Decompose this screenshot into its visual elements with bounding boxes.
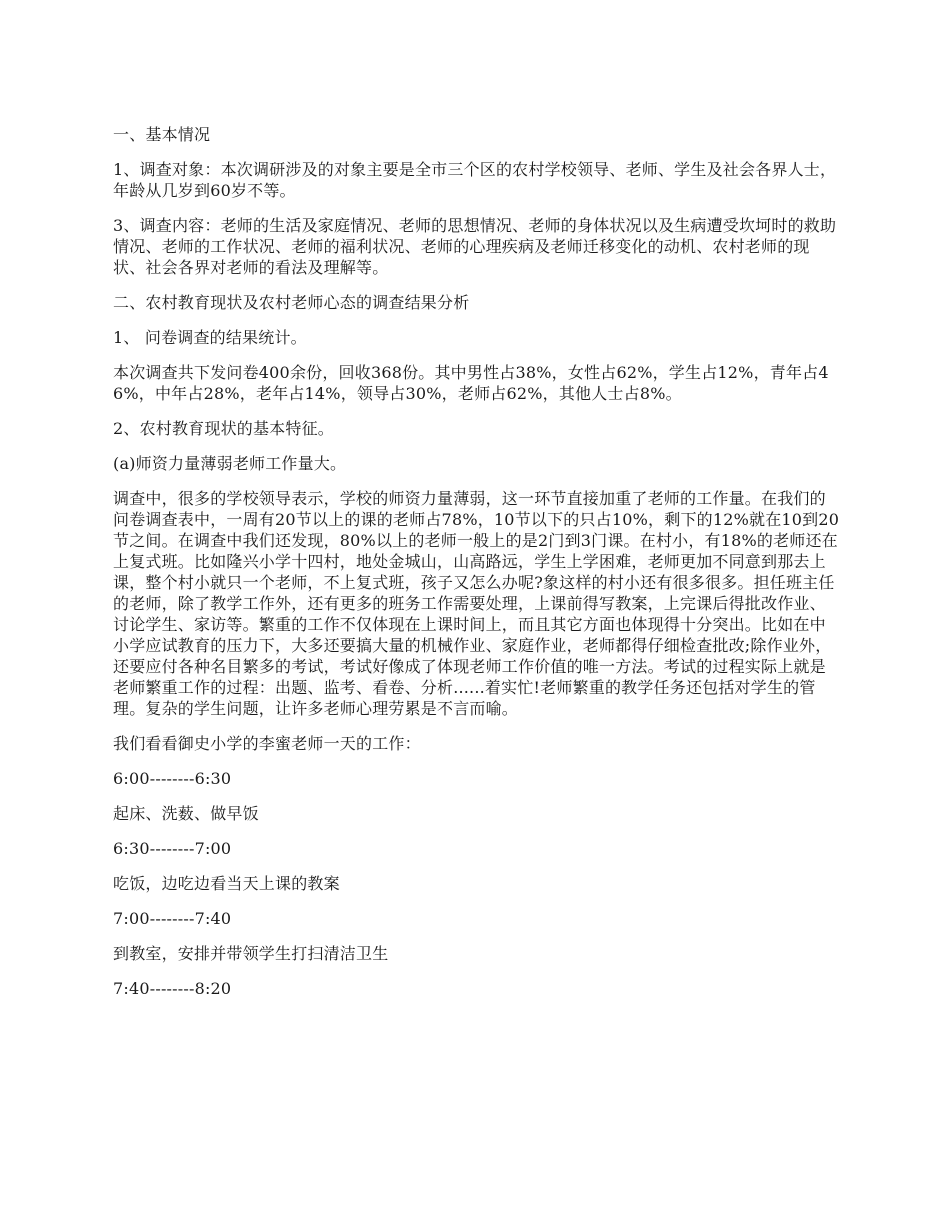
- schedule-time-2: 6:30--------7:00: [113, 839, 232, 858]
- subheading-weak-faculty: (a)师资力量薄弱老师工作量大。: [113, 454, 347, 473]
- document-body: [113, 124, 841, 1013]
- schedule-time-1: 6:00--------6:30: [113, 769, 232, 788]
- schedule-activity-3: 到教室，安排并带领学生打扫清洁卫生: [113, 944, 389, 963]
- section-heading-analysis: 二、农村教育现状及农村老师心态的调查结果分析: [113, 293, 470, 312]
- subheading-questionnaire-stats: 1、 问卷调查的结果统计。: [113, 328, 307, 347]
- schedule-time-4: 7:40--------8:20: [113, 979, 232, 998]
- paragraph-daily-work-intro: 我们看看御史小学的李蜜老师一天的工作：: [113, 734, 421, 753]
- subheading-basic-features: 2、农村教育现状的基本特征。: [113, 419, 334, 438]
- paragraph-workload-detail: 调查中，很多的学校领导表示，学校的师资力量薄弱，这一环节直接加重了老师的工作量。在我们的问卷调查表中，一周有20节以上的课的老师占78%，10节以下的只占10%，剩下的12%就在10到20节之间。在调查中我们还发现，80%以上的老师一般上的是2门到3门课。在村小，有18%的老师还在上复式班。比如隆兴小学十四村，地处金城山，山高路远，学生上学困难，老师更加不同意到那去上课，整个村小就只一个老师，不上复式班，孩子又怎么办呢?象这样的村小还有很多很多。担任班主任的老师，除了教学工作外，还有更多的班务工作需要处理，上课前得写教案，上完课后得批改作业、讨论学生、家访等。繁重的工作不仅体现在上课时间上，而且其它方面也体现得十分突出。比如在中小学应试教育的压力下，大多还要搞大量的机械作业、家庭作业，老师都得仔细检查批改;除作业外，还要应付各种名目繁多的考试，考试好像成了体现老师工作价值的唯一方法。考试的过程实际上就是老师繁重工作的过程：出题、监考、看卷、分析......着实忙!老师繁重的教学任务还包括对学生的管理。复杂的学生问题，让许多老师心理劳累是不言而喻。: [113, 489, 840, 718]
- paragraph-survey-content: 3、调查内容：老师的生活及家庭情况、老师的思想情况、老师的身体状况以及生病遭受坎坷时的救助情况、老师的工作状况、老师的福利状况、老师的心理疾病及老师迁移变化的动机、农村老师的现状、社会各界对老师的看法及理解等。: [113, 216, 837, 277]
- section-heading-basic-info: 一、基本情况: [113, 125, 211, 144]
- schedule-time-3: 7:00--------7:40: [113, 909, 232, 928]
- schedule-activity-2: 吃饭，边吃边看当天上课的教案: [113, 874, 340, 893]
- paragraph-questionnaire-results: 本次调查共下发问卷400余份，回收368份。其中男性占38%，女性占62%，学生占12%，青年占46%，中年占28%，老年占14%，领导占30%，老师占62%，其他人士占8%。: [113, 363, 829, 403]
- paragraph-survey-subjects: 1、调查对象：本次调研涉及的对象主要是全市三个区的农村学校领导、老师、学生及社会各界人士，年龄从几岁到60岁不等。: [113, 160, 837, 200]
- schedule-activity-1: 起床、洗薮、做早饭: [113, 804, 259, 823]
